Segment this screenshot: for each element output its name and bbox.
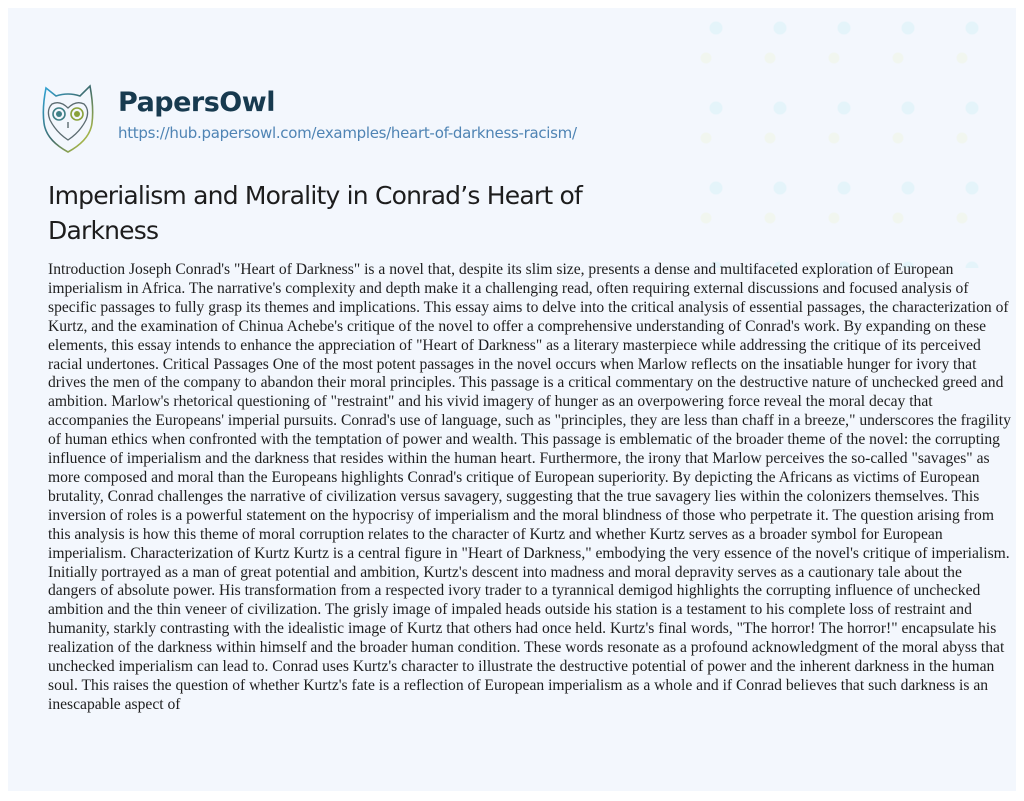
brand-name[interactable]: PapersOwl (118, 87, 275, 118)
header (38, 70, 577, 165)
decorative-pattern (696, 8, 1016, 268)
owl-logo-icon (38, 78, 98, 158)
article-body: Introduction Joseph Conrad's "Heart of Darkness" is a novel that, despite its slim size, presents a dense and multifaceted exploration of European imperialism in Africa. The narrative's complexity and depth make it a challenging read, often requiring external discussions and focused analysis of specific passages to fully grasp its themes and implications. This essay aims to delve into the critical analysis of essential passages, the characterization of Kurtz, and the examination of Chinua Achebe's critique of the novel to offer a comprehensive understanding of Conrad's work. By expanding on these elements, this essay intends to enhance the appreciation of "Heart of Darkness" as a literary masterpiece while addressing the critique of its perceived racial undertones. Critical Passages One of the most potent passages in the novel occurs when Marlow reflects on the insatiable hunger for ivory that drives the men of the company to abandon their moral principles. This passage is a critical commentary on the destructive nature of unchecked greed and ambition. Marlow's rhetorical questioning of "restraint" and his vivid imagery of hunger as an overpowering force reveal the moral decay that accompanies the Europeans' imperial pursuits. Conrad's use of language, such as "principles, they are less than chaff in a breeze," underscores the fragility of human ethics when confronted with the temptation of power and wealth. This passage is emblematic of the broader theme of the novel: the corrupting influence of imperialism and the darkness that resides within the human heart. Furthermore, the irony that Marlow perceives the so-called "savages" as more composed and moral than the Europeans highlights Conrad's critique of European superiority. By depicting the Africans as victims of European brutality, Conrad challenges the narrative of civilization versus savagery, suggesting that the true savagery lies within the colonizers themselves. This inversion of roles is a powerful statement on the hypocrisy of imperialism and the moral blindness of those who perpetrate it. The question arising from this analysis is how this theme of moral corruption relates to the character of Kurtz and whether Kurtz serves as a broader symbol for European imperialism. Characterization of Kurtz Kurtz is a central figure in "Heart of Darkness," embodying the very essence of the novel's critique of imperialism. Initially portrayed as a man of great potential and ambition, Kurtz's descent into madness and moral depravity serves as a cautionary tale about the dangers of absolute power. His transformation from a respected ivory trader to a tyrannical demigod highlights the corrupting influence of unchecked ambition and the thin veneer of civilization. The grisly image of impaled heads outside his station is a testament to his complete loss of restraint and humanity, starkly contrasting with the idealistic image of Kurtz that others had once held. Kurtz's final words, "The horror! The horror!" encapsulate his realization of the darkness within himself and the broader human condition. These words resonate as a profound acknowledgment of the moral abyss that unchecked imperialism can lead to. Conrad uses Kurtz's character to illustrate the destructive potential of power and the inherent darkness in the human soul. This raises the question of whether Kurtz's fate is a reflection of European imperialism as a whole and if Conrad believes that such darkness is an inescapable aspect of (48, 261, 1011, 713)
page-card (8, 8, 1016, 791)
source-url-link[interactable]: https://hub.papersowl.com/examples/heart-of-darkness-racism/ (118, 124, 577, 142)
brand-block (118, 87, 577, 142)
article-title: Imperialism and Morality in Conrad’s Heart of Darkness (48, 181, 582, 245)
